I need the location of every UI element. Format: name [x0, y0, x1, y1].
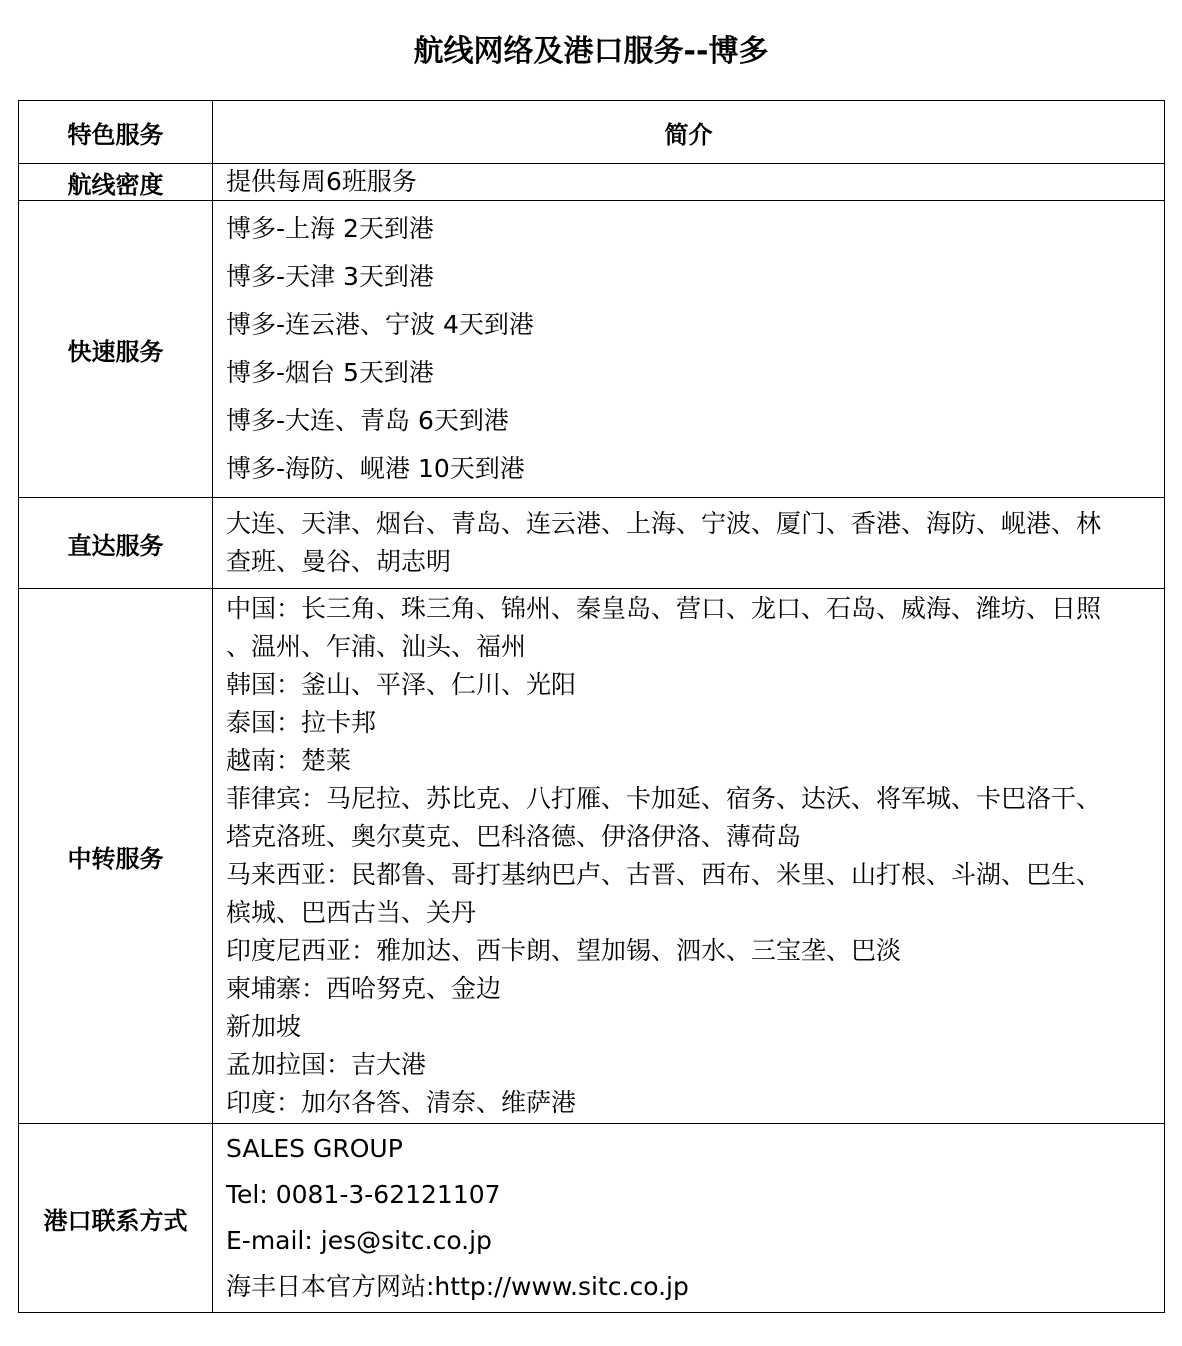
service-table [18, 100, 1165, 1313]
row-label: 直达服务 [19, 498, 213, 589]
table-row-transit [19, 589, 1165, 1124]
row-content [213, 589, 1165, 1124]
content-line: 博多-海防、岘港 10天到港 [226, 454, 525, 483]
page-title: 航线网络及港口服务--博多 [413, 34, 769, 69]
content-line: 泰国：拉卡邦 [226, 708, 377, 737]
content-line: 博多-连云港、宁波 4天到港 [226, 310, 534, 339]
table-row-fast [19, 201, 1165, 498]
content-line: 塔克洛班、奥尔莫克、巴科洛德、伊洛伊洛、薄荷岛 [226, 822, 802, 851]
telephone-text: Tel: 0081-3-62121107 [226, 1180, 501, 1209]
content-line: 越南：楚莱 [226, 746, 352, 775]
website-link[interactable]: 海丰日本官方网站:http://www.sitc.co.jp [226, 1272, 689, 1301]
table-header-row [19, 101, 1165, 164]
email-link[interactable]: E-mail: jes@sitc.co.jp [226, 1226, 492, 1255]
content-line: 韩国：釜山、平泽、仁川、光阳 [226, 670, 577, 699]
row-label: 航线密度 [19, 164, 213, 201]
content-line: 印度：加尔各答、清奈、维萨港 [226, 1088, 577, 1117]
row-content [213, 1124, 1165, 1313]
table-row-contact [19, 1124, 1165, 1313]
content-line: 大连、天津、烟台、青岛、连云港、上海、宁波、厦门、香港、海防、岘港、林 [226, 509, 1102, 538]
content-line: 提供每周6班服务 [226, 167, 417, 196]
row-label: 快速服务 [19, 201, 213, 498]
header-feature: 特色服务 [19, 101, 213, 164]
row-label: 中转服务 [19, 589, 213, 1124]
content-line: 博多-大连、青岛 6天到港 [226, 406, 509, 435]
content-line: 、温州、乍浦、汕头、福州 [226, 632, 527, 661]
content-line: 新加坡 [226, 1012, 302, 1041]
content-line: 柬埔寨：西哈努克、金边 [226, 974, 502, 1003]
table-row-direct [19, 498, 1165, 589]
content-line: 查班、曼谷、胡志明 [226, 547, 452, 576]
content-line: 菲律宾：马尼拉、苏比克、八打雁、卡加延、宿务、达沃、将军城、卡巴洛干、 [226, 784, 1102, 813]
row-content [213, 498, 1165, 589]
content-line: 印度尼西亚：雅加达、西卡朗、望加锡、泗水、三宝垄、巴淡 [226, 936, 902, 965]
content-line: 博多-天津 3天到港 [226, 262, 434, 291]
row-content [213, 201, 1165, 498]
content-line: 孟加拉国：吉大港 [226, 1050, 427, 1079]
content-line: 槟城、巴西古当、关丹 [226, 898, 477, 927]
content-line: 中国：长三角、珠三角、锦州、秦皇岛、营口、龙口、石岛、威海、潍坊、日照 [226, 594, 1102, 623]
content-line: 博多-烟台 5天到港 [226, 358, 434, 387]
sales-group-text: SALES GROUP [226, 1134, 403, 1163]
table-row-density [19, 164, 1165, 201]
content-line: 博多-上海 2天到港 [226, 214, 434, 243]
row-content [213, 164, 1165, 201]
row-label: 港口联系方式 [19, 1124, 213, 1313]
header-description: 简介 [213, 101, 1165, 164]
content-line: 马来西亚：民都鲁、哥打基纳巴卢、古晋、西布、米里、山打根、斗湖、巴生、 [226, 860, 1102, 889]
